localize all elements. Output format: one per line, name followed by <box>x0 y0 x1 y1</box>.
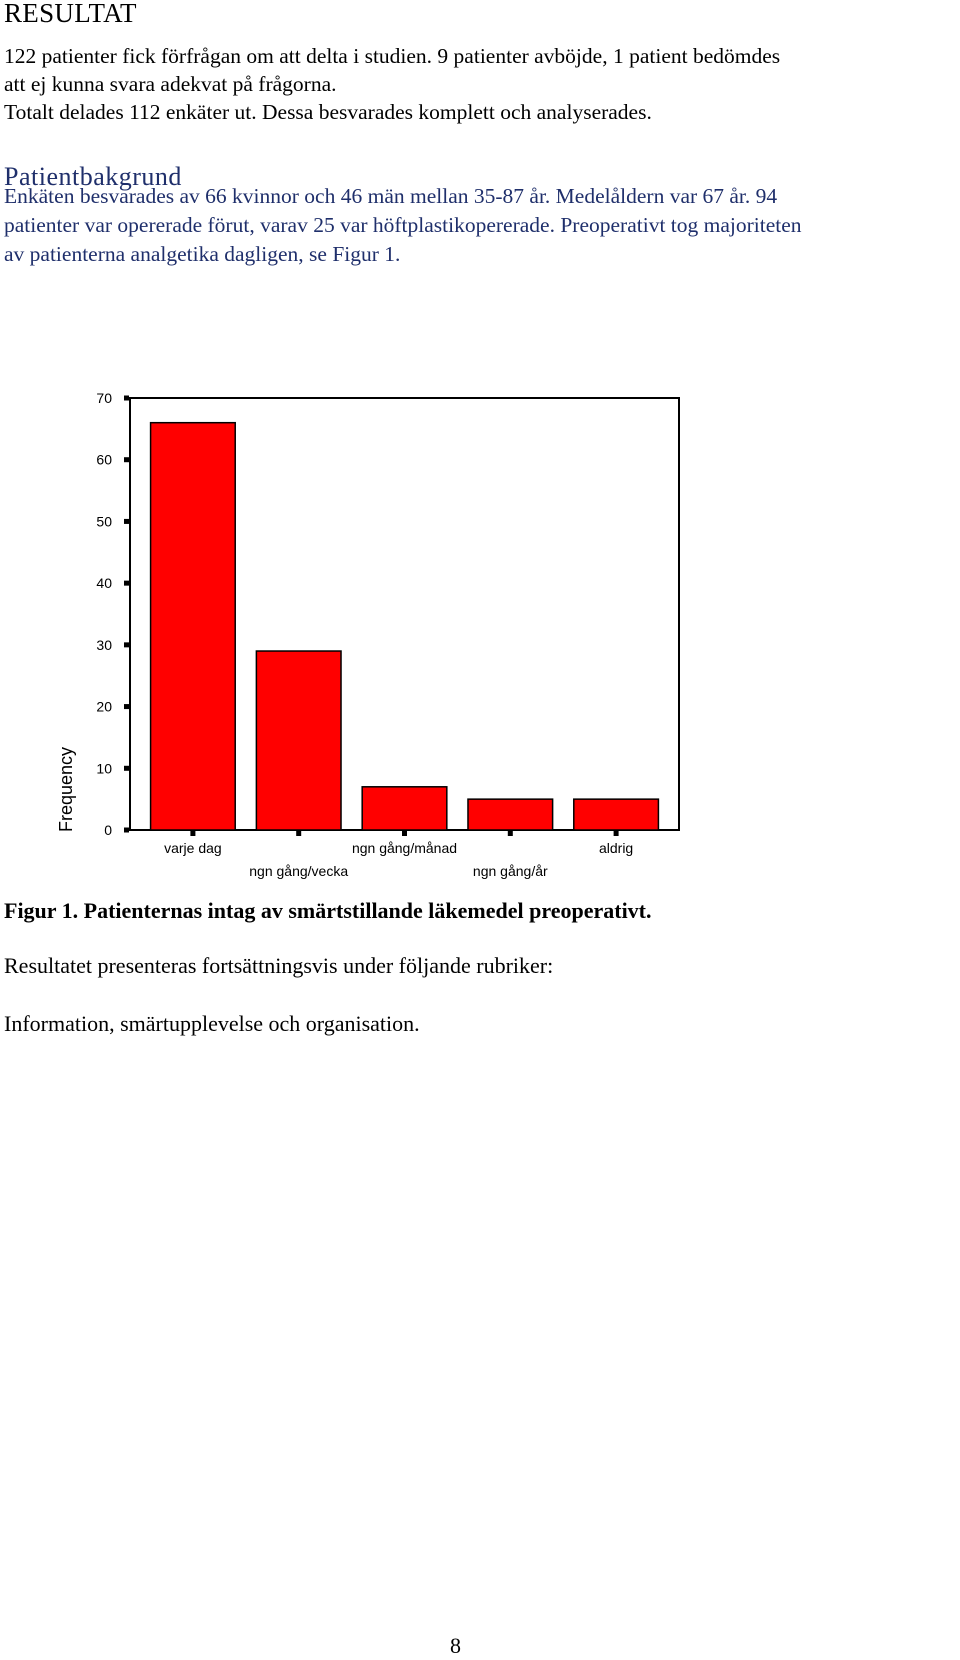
x-tick-label-4: aldrig <box>598 840 634 856</box>
subheading-patient-background: Patientbakgrund <box>4 162 182 191</box>
figure-caption: Figur 1. Patienternas intag av smärtstillande läkemedel preoperativt. <box>4 898 652 923</box>
y-tick-label-10: 10 <box>96 760 112 777</box>
x-tick-label-1: ngn gång/vecka <box>249 863 349 879</box>
result-sentence: Resultatet presenteras fortsättningsvis under följande rubriker: <box>4 953 554 978</box>
topics-sentence: Information, smärtupplevelse och organisation. <box>4 1011 420 1036</box>
x-tick-mark-4 <box>614 831 619 836</box>
y-tick-mark-10 <box>124 766 129 771</box>
x-axis <box>164 831 633 879</box>
background-line-1: Enkäten besvarades av 66 kvinnor och 46 män mellan 35-87 år. Medelåldern var 67 år. 94 <box>4 184 778 208</box>
background-line-2: patienter var opererade förut, varav 25 var höftplastikopererade. Preoperativt tog majoriteten <box>4 213 802 237</box>
bar-4 <box>574 799 659 830</box>
page-number: 8 <box>450 1633 461 1658</box>
y-tick-label-0: 0 <box>104 822 112 838</box>
x-tick-label-3: ngn gång/år <box>472 863 548 879</box>
intro-line-2: att ej kunna svara adekvat på frågorna. <box>4 72 337 96</box>
x-tick-mark-2 <box>402 831 407 836</box>
bar-2 <box>362 787 447 830</box>
y-axis <box>96 390 129 838</box>
x-tick-label-2: ngn gång/månad <box>351 840 458 856</box>
y-tick-mark-60 <box>124 457 129 462</box>
y-axis-label: Frequency <box>56 746 76 832</box>
bar-3 <box>468 799 553 830</box>
y-tick-mark-0 <box>124 828 129 833</box>
section-heading: RESULTAT <box>4 0 137 28</box>
y-tick-label-30: 30 <box>96 636 112 653</box>
x-tick-label-0: varje dag <box>164 840 222 856</box>
bar-0 <box>151 423 236 830</box>
intro-line-3: Totalt delades 112 enkäter ut. Dessa besvarades komplett och analyserades. <box>4 100 652 124</box>
y-tick-mark-30 <box>124 642 129 647</box>
y-tick-mark-20 <box>124 704 129 709</box>
x-tick-mark-3 <box>508 831 513 836</box>
y-tick-mark-70 <box>124 396 129 401</box>
x-tick-mark-1 <box>296 831 301 836</box>
intro-line-1: 122 patienter fick förfrågan om att delta i studien. 9 patienter avböjde, 1 patient bedömdes <box>4 44 781 68</box>
y-tick-label-70: 70 <box>96 390 112 406</box>
y-tick-mark-50 <box>124 519 129 524</box>
x-tick-mark-0 <box>190 831 195 836</box>
y-tick-label-20: 20 <box>96 698 112 715</box>
frequency-bar-chart <box>0 380 700 890</box>
bar-series <box>151 423 659 830</box>
y-tick-label-50: 50 <box>96 513 112 530</box>
y-tick-label-40: 40 <box>96 575 112 592</box>
y-tick-mark-40 <box>124 581 129 586</box>
bar-1 <box>256 651 341 830</box>
background-line-3: av patienterna analgetika dagligen, se Figur 1. <box>4 242 401 266</box>
y-tick-label-60: 60 <box>96 451 112 468</box>
